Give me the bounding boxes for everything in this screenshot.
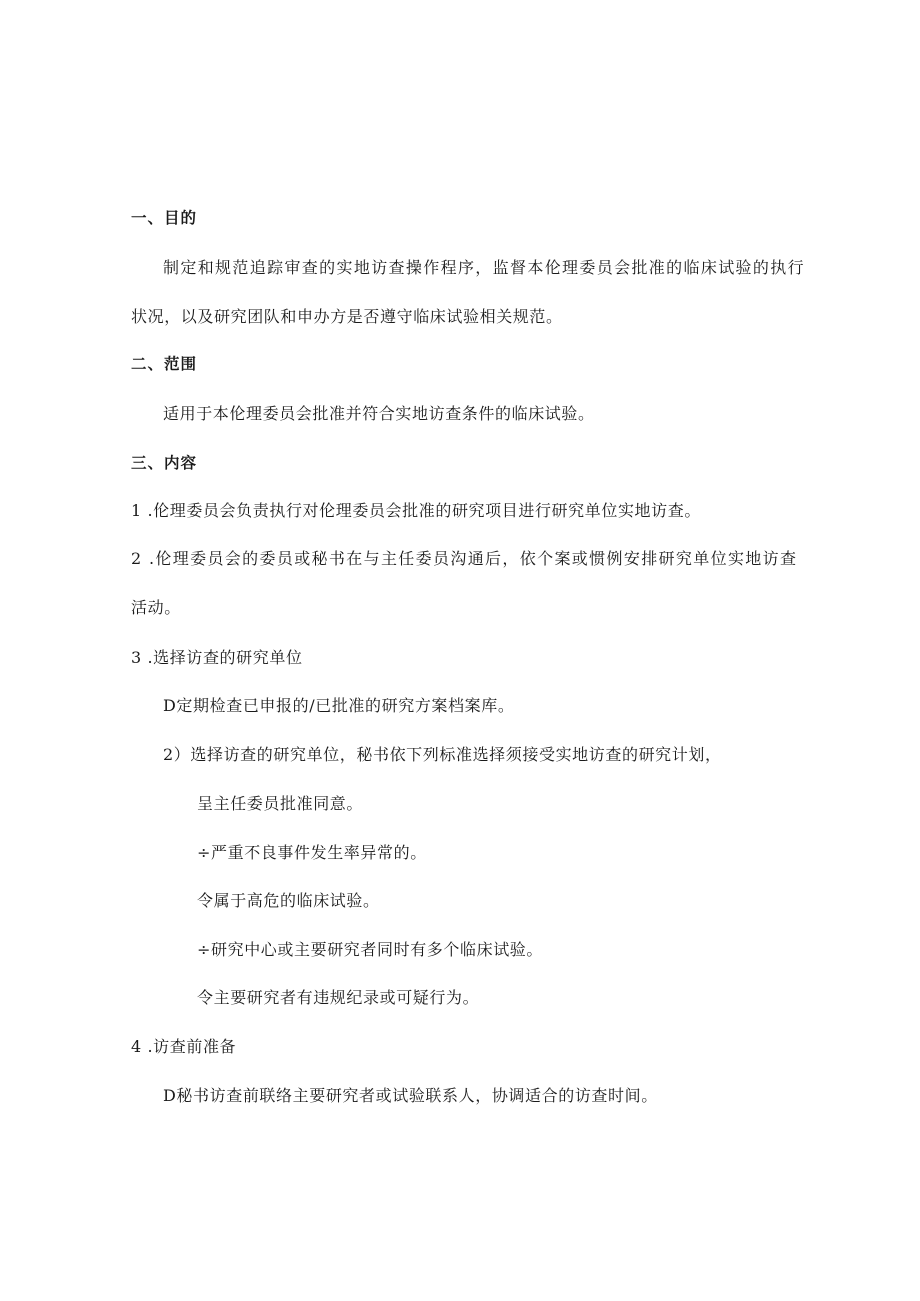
content-item-4-sub-1: D秘书访查前联络主要研究者或试验联系人，协调适合的访查时间。 bbox=[163, 1086, 658, 1105]
content-item-2-line-2: 活动。 bbox=[131, 598, 181, 617]
content-item-3: 3 .选择访查的研究单位 bbox=[131, 648, 303, 667]
content-item-2-line-1: 2 .伦理委员会的委员或秘书在与主任委员沟通后，依个案或惯例安排研究单位实地访查 bbox=[131, 549, 798, 568]
purpose-paragraph-line-1: 制定和规范追踪审查的实地访查操作程序，监督本伦理委员会批准的临床试验的执行 bbox=[163, 258, 805, 277]
section-heading-purpose: 一、目的 bbox=[131, 209, 198, 227]
criteria-item: ÷严重不良事件发生率异常的。 bbox=[197, 843, 427, 862]
section-heading-scope: 二、范围 bbox=[131, 355, 198, 373]
criteria-item: 令主要研究者有违规纪录或可疑行为。 bbox=[197, 988, 480, 1007]
section-heading-content: 三、内容 bbox=[131, 454, 198, 472]
content-item-1: 1 .伦理委员会负责执行对伦理委员会批准的研究项目进行研究单位实地访查。 bbox=[131, 501, 701, 520]
content-item-3-sub-2-note: 呈主任委员批准同意。 bbox=[197, 794, 364, 813]
content-item-3-sub-2: 2）选择访查的研究单位，秘书依下列标准选择须接受实地访查的研究计划， bbox=[163, 745, 722, 764]
content-item-4: 4 .访查前准备 bbox=[131, 1037, 237, 1056]
purpose-paragraph-line-2: 状况，以及研究团队和申办方是否遵守临床试验相关规范。 bbox=[131, 307, 563, 326]
content-item-3-sub-1: D定期检查已申报的/已批准的研究方案档案库。 bbox=[163, 696, 515, 715]
criteria-item: ÷研究中心或主要研究者同时有多个临床试验。 bbox=[197, 940, 544, 959]
scope-paragraph: 适用于本伦理委员会批准并符合实地访查条件的临床试验。 bbox=[163, 404, 595, 423]
criteria-item: 令属于高危的临床试验。 bbox=[197, 891, 380, 910]
